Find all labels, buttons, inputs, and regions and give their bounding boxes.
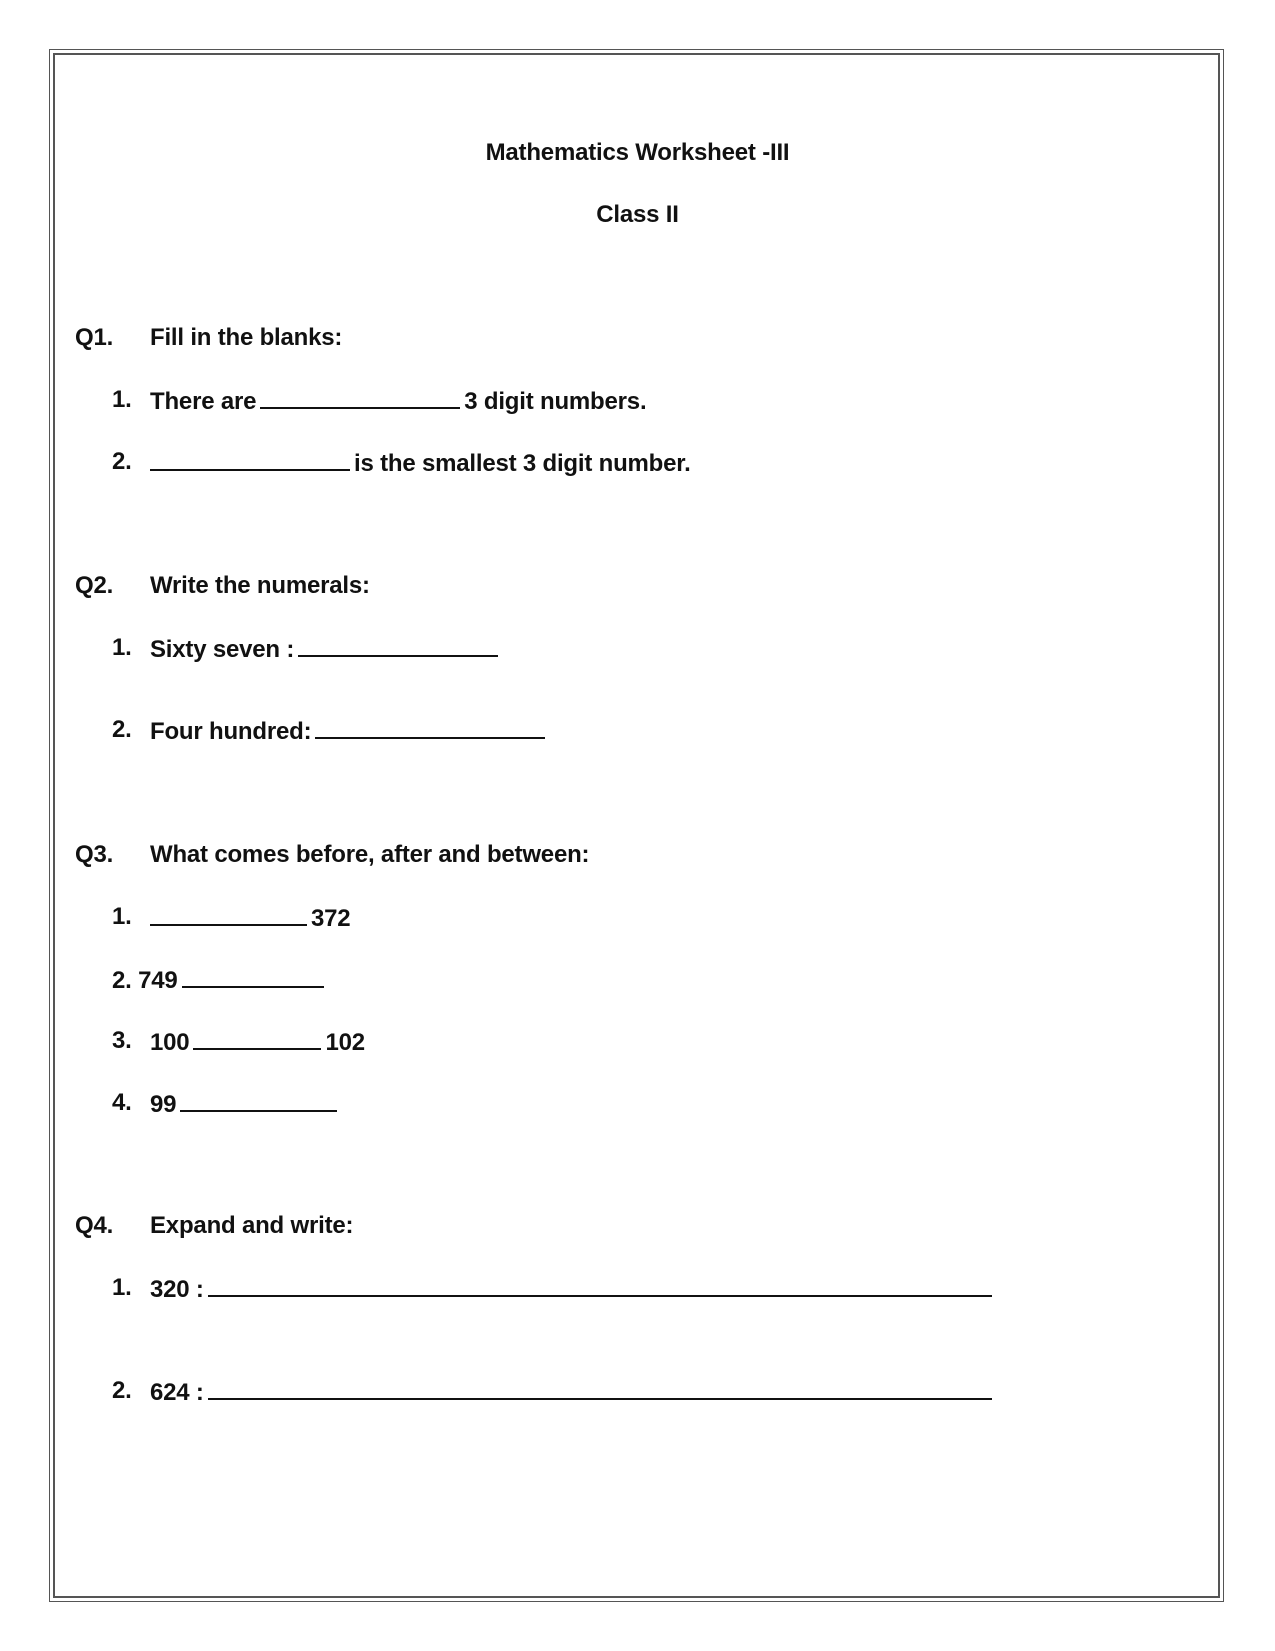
q3-item-3-number: 3.	[112, 1027, 132, 1054]
q3-item-3-blank[interactable]	[193, 1026, 321, 1050]
q2-prompt: Write the numerals:	[150, 572, 370, 599]
q1-prompt: Fill in the blanks:	[150, 324, 343, 351]
q1-item-1-number: 1.	[112, 386, 132, 413]
page-border-inner	[53, 53, 1220, 1598]
q1-item-1-text-after: 3 digit numbers.	[464, 388, 647, 415]
q3-prompt: What comes before, after and between:	[150, 841, 590, 868]
q4-item-2-blank[interactable]	[208, 1376, 992, 1400]
q3-item-2-blank[interactable]	[182, 964, 324, 988]
q1-item-2	[150, 447, 691, 479]
q2-item-2-blank[interactable]	[315, 715, 545, 739]
q2-number: Q2.	[75, 572, 114, 599]
q2-item-2	[150, 715, 549, 747]
q2-item-1	[150, 633, 502, 665]
q3-item-4-blank[interactable]	[180, 1088, 337, 1112]
q1-item-2-text-after: is the smallest 3 digit number.	[354, 450, 691, 477]
q3-item-4-number: 4.	[112, 1089, 132, 1116]
q4-item-1-number: 1.	[112, 1274, 132, 1301]
q1-item-1	[150, 385, 646, 417]
worksheet-title: Mathematics Worksheet -III	[485, 139, 790, 166]
q2-item-1-number: 1.	[112, 634, 132, 661]
q3-number: Q3.	[75, 841, 114, 868]
q3-item-1-number: 1.	[112, 903, 132, 930]
q3-item-2	[112, 964, 328, 996]
q3-item-4-text-before: 99	[150, 1091, 177, 1118]
q2-item-1-text-before: Sixty seven :	[150, 636, 295, 663]
q1-number: Q1.	[75, 324, 114, 351]
q3-item-3	[150, 1026, 365, 1058]
q4-item-1	[150, 1273, 996, 1305]
q4-item-2-number: 2.	[112, 1377, 132, 1404]
q3-item-1	[150, 902, 350, 934]
q1-item-1-blank[interactable]	[260, 385, 460, 409]
q4-number: Q4.	[75, 1212, 114, 1239]
q4-prompt: Expand and write:	[150, 1212, 354, 1239]
q1-item-1-text-before: There are	[150, 388, 257, 415]
q2-item-2-number: 2.	[112, 716, 132, 743]
q3-item-4	[150, 1088, 341, 1120]
q3-item-3-text-after: 102	[325, 1029, 365, 1056]
q3-item-1-text-after: 372	[311, 905, 351, 932]
q2-item-2-text-before: Four hundred:	[150, 718, 312, 745]
class-label: Class II	[596, 201, 679, 228]
q3-item-1-blank[interactable]	[150, 902, 307, 926]
q4-item-1-blank[interactable]	[208, 1273, 992, 1297]
q3-item-3-text-before: 100	[150, 1029, 190, 1056]
q4-item-2	[150, 1376, 996, 1408]
q4-item-1-text-before: 320 :	[150, 1276, 204, 1303]
q2-item-1-blank[interactable]	[298, 633, 498, 657]
q4-item-2-text-before: 624 :	[150, 1379, 204, 1406]
q1-item-2-blank[interactable]	[150, 447, 350, 471]
q1-item-2-number: 2.	[112, 448, 132, 475]
q3-item-2-number: 2. 749	[112, 967, 178, 994]
